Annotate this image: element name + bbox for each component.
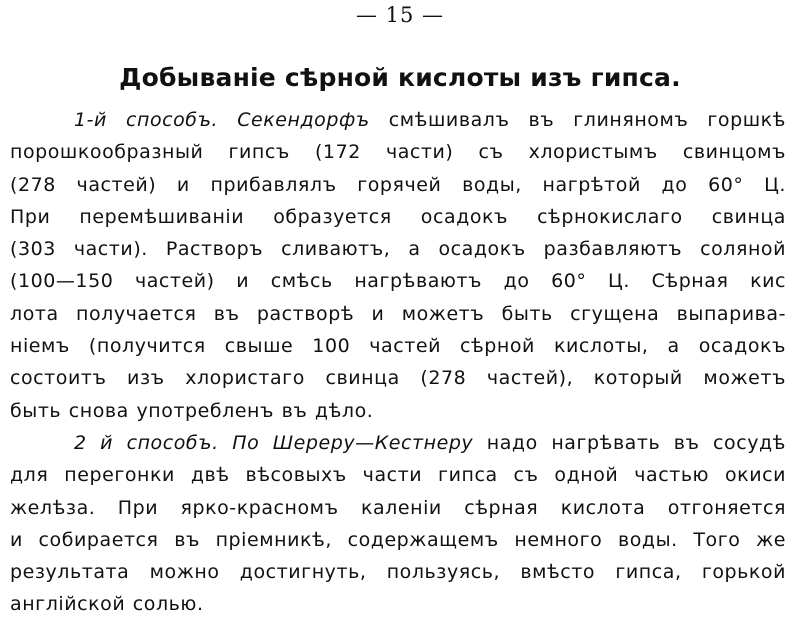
paragraph-1-line: ніемъ (получится свыше 100 частей сѣрной кислоты, а осадокъ xyxy=(10,335,786,358)
paragraph-2-line: и собирается въ пріемникѣ, содержащемъ немного воды. Того же xyxy=(10,528,786,551)
paragraph-2-line-1-rest: надо нагрѣвать въ сосудѣ xyxy=(473,431,786,454)
method-2-title: 2 й способъ. По Шереру—Кестнеру xyxy=(74,431,474,454)
method-1-title: 1-й способъ. Секендорфъ xyxy=(74,109,370,131)
paragraph-1-line: (303 части). Растворъ сливаютъ, а осадокъ разбавляютъ соляной xyxy=(10,238,786,261)
paragraph-2-line: англійской солью. xyxy=(10,593,204,616)
section-heading: Добываніе сѣрной кислоты изъ гипса. xyxy=(119,63,681,92)
paragraph-2-line: для перегонки двѣ вѣсовыхъ части гипса съ одной частью окиси xyxy=(10,464,786,487)
paragraph-2-line-1 xyxy=(10,427,786,459)
paragraph-1-line: состоитъ изъ хлористаго свинца (278 частей), который можетъ xyxy=(10,367,786,390)
paragraph-2-line: результата можно достигнуть, пользуясь, вмѣсто гипса, горькой xyxy=(10,561,786,584)
paragraph-1-line: лота получается въ растворѣ и можетъ быть сгущена выпарива- xyxy=(10,302,786,325)
paragraph-1-line-1 xyxy=(10,104,786,136)
paragraph-1-line: (100—150 частей) и смѣсь нагрѣваютъ до 60° Ц. Сѣрная кис xyxy=(10,270,786,293)
paragraph-1-line: порошкообразный гипсъ (172 части) съ хлористымъ свинцомъ xyxy=(10,141,786,164)
paragraph-1-line-1-rest: смѣшивалъ въ глиняномъ горшкѣ xyxy=(369,109,786,131)
paragraph-1-line: (278 частей) и прибавлялъ горячей воды, нагрѣтой до 60° Ц. xyxy=(10,173,786,196)
paragraph-2-line: желѣза. При ярко-красномъ каленіи сѣрная кислота отгоняется xyxy=(10,496,786,519)
paragraph-1-line: быть снова употребленъ въ дѣло. xyxy=(10,399,374,422)
page-number: — 15 — xyxy=(355,3,445,27)
body-text xyxy=(10,104,786,621)
paragraph-1-line: При перемѣшиваніи образуется осадокъ сѣрнокислаго свинца xyxy=(10,205,786,228)
